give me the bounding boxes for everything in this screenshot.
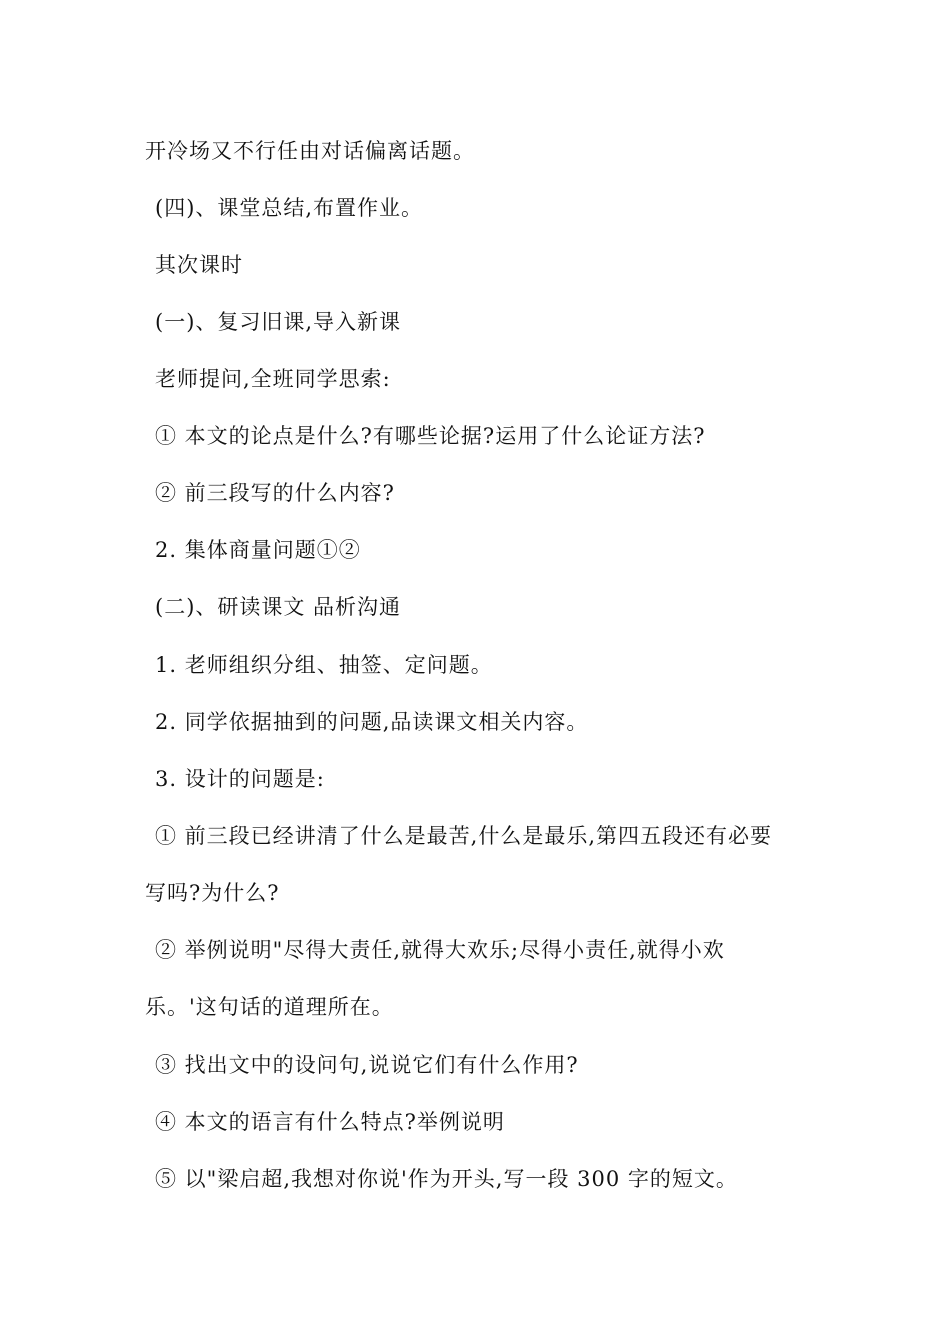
question-item: ① 前三段已经讲清了什么是最苦,什么是最乐,第四五段还有必要 (155, 824, 773, 848)
question-item: ① 本文的论点是什么?有哪些论据?运用了什么论证方法? (155, 424, 706, 448)
text-line: 1. 老师组织分组、抽签、定问题。 (155, 653, 493, 677)
section-heading: (一)、复习旧课,导入新课 (155, 310, 402, 334)
text-line: 3. 设计的问题是: (155, 767, 325, 791)
question-item: ⑤ 以"梁启超,我想对你说'作为开头,写一段 300 字的短文。 (155, 1167, 738, 1191)
question-item: ② 举例说明"尽得大责任,就得大欢乐;尽得小责任,就得小欢 (155, 938, 725, 962)
question-item: ④ 本文的语言有什么特点?举例说明 (155, 1110, 505, 1134)
question-item-continued: 写吗?为什么? (145, 881, 280, 905)
question-item: ② 前三段写的什么内容? (155, 481, 395, 505)
text-line: 开冷场又不行任由对话偏离话题。 (145, 139, 475, 163)
question-item-continued: 乐。'这句话的道理所在。 (145, 995, 394, 1019)
question-item: ③ 找出文中的设问句,说说它们有什么作用? (155, 1053, 579, 1077)
text-line: 老师提问,全班同学思索: (155, 367, 391, 391)
section-heading: (四)、课堂总结,布置作业。 (155, 196, 424, 220)
lesson-heading: 其次课时 (155, 253, 243, 277)
text-line: 2. 集体商量问题①② (155, 538, 361, 562)
section-heading: (二)、研读课文 品析沟通 (155, 595, 402, 619)
text-line: 2. 同学依据抽到的问题,品读课文相关内容。 (155, 710, 589, 734)
